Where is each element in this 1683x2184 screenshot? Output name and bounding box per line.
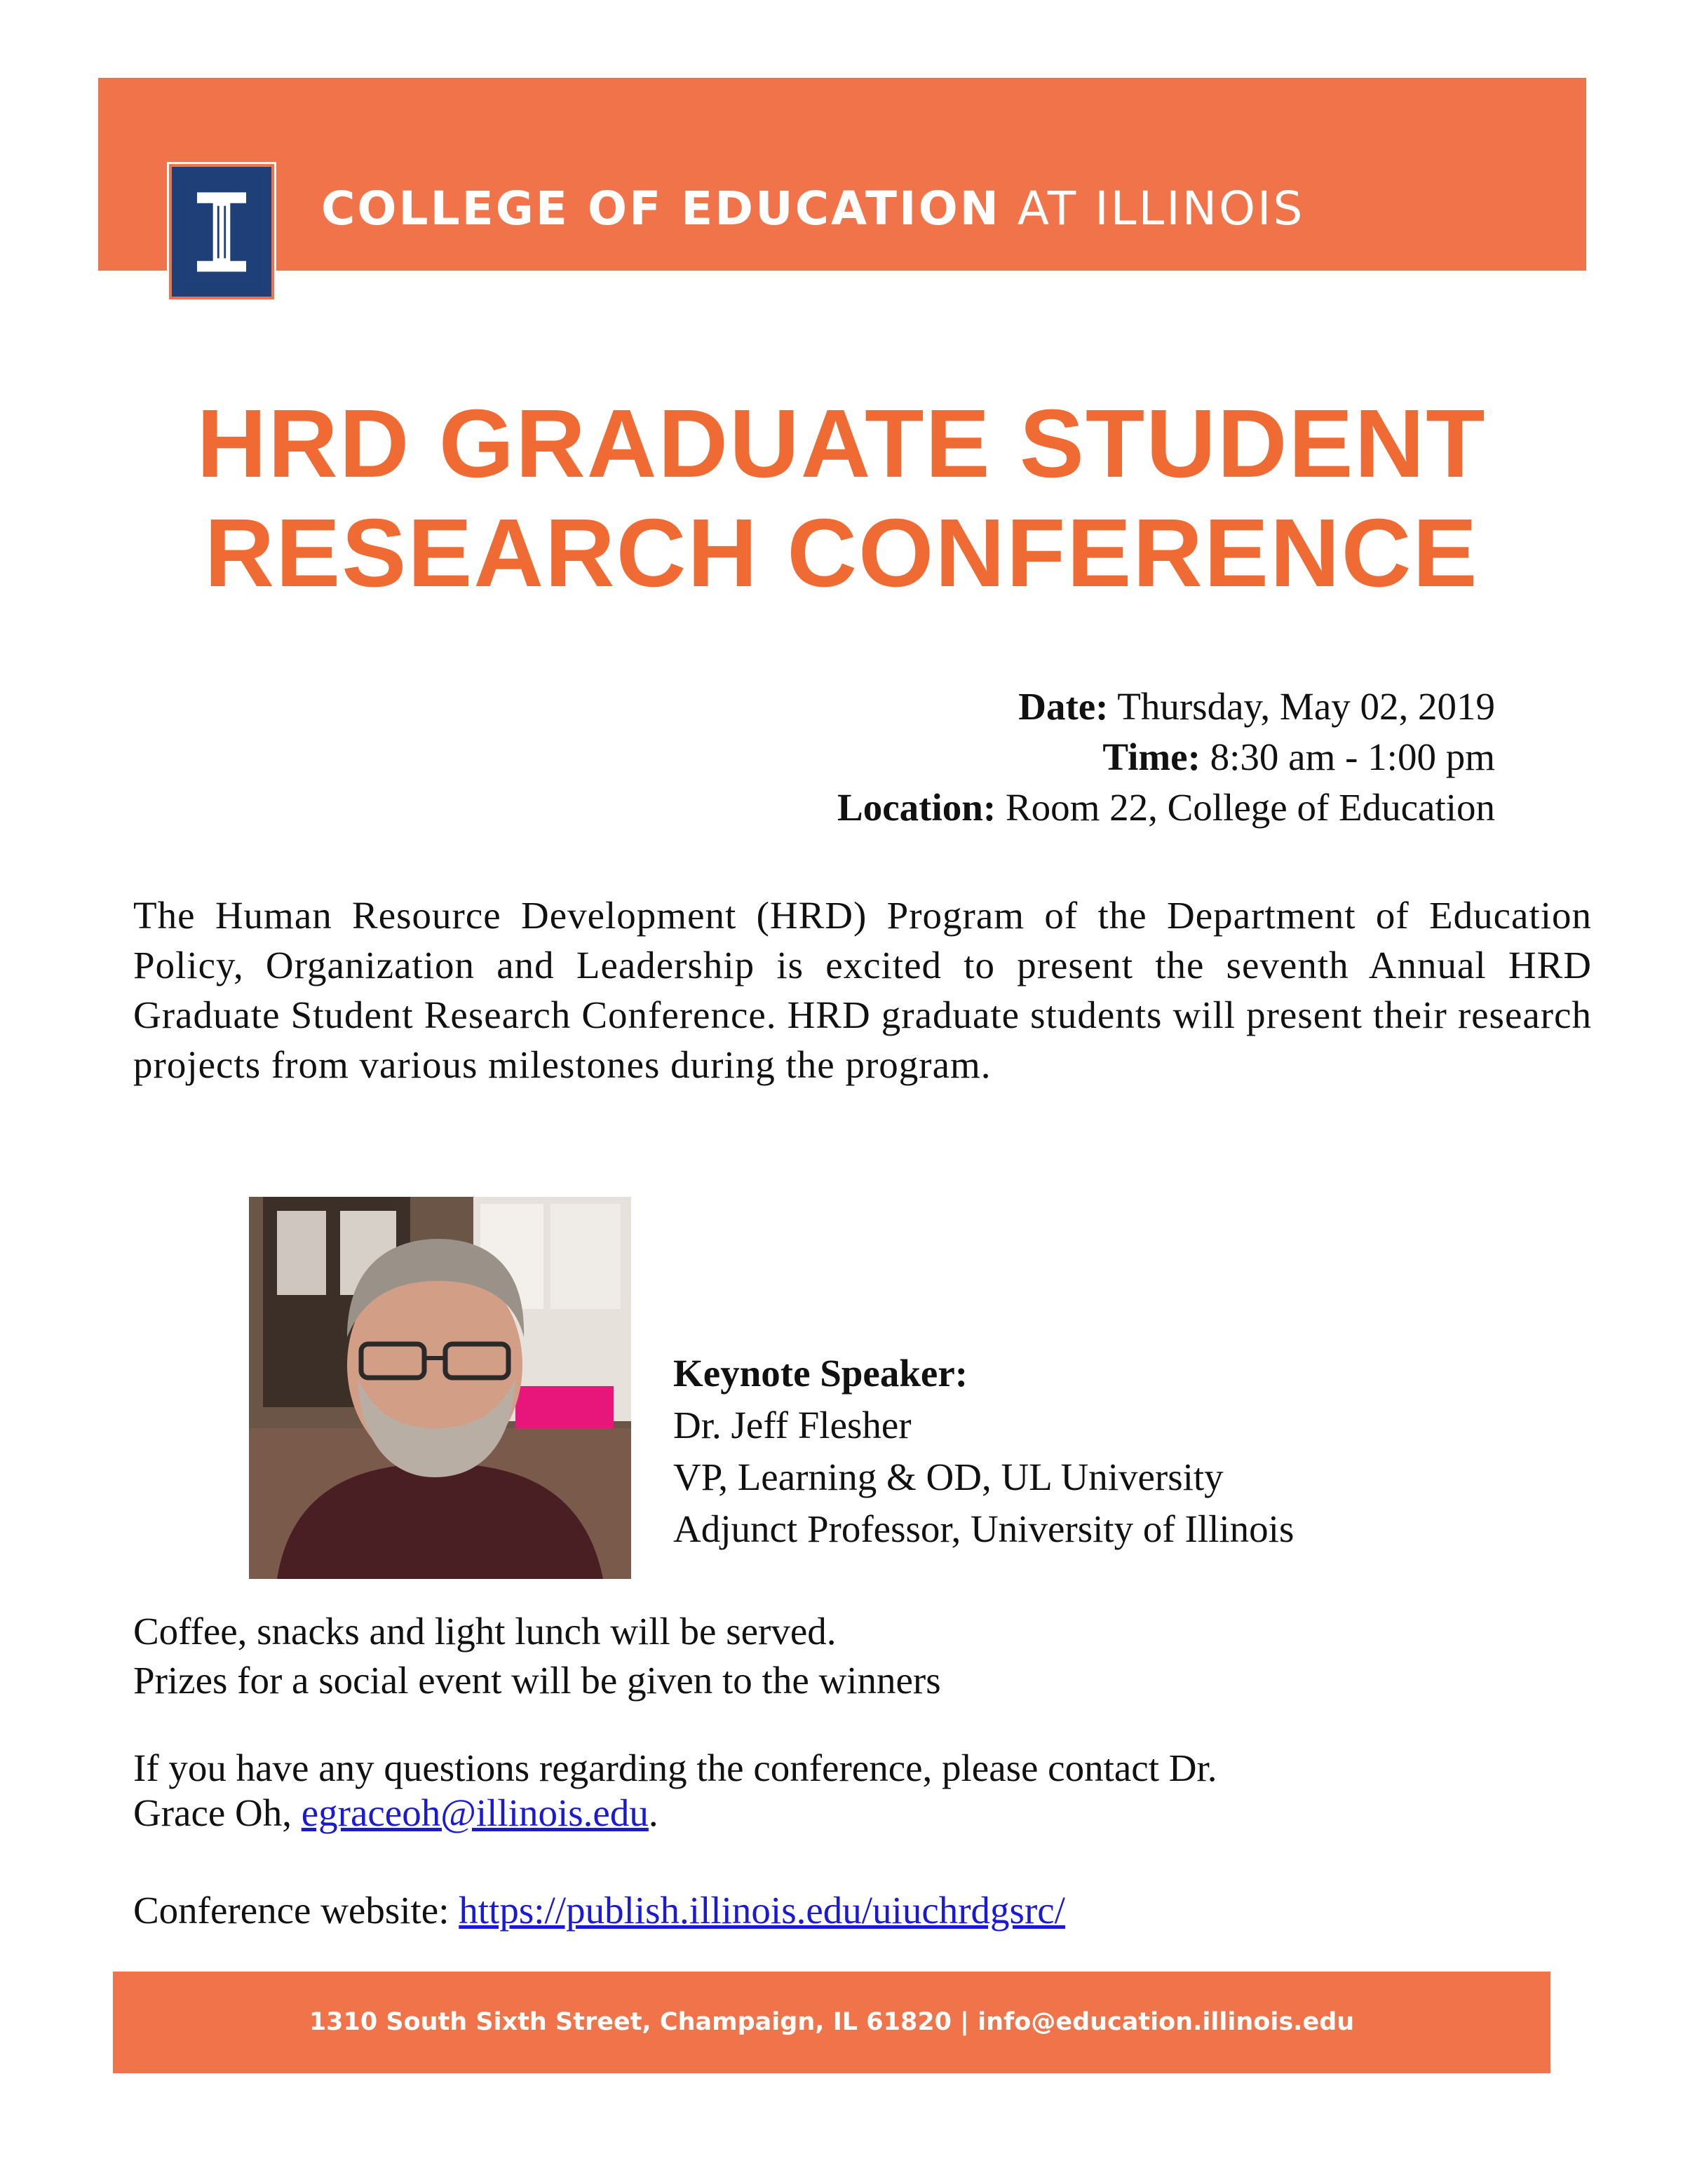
event-time bbox=[837, 732, 1495, 782]
location-value: Room 22, College of Education bbox=[1005, 786, 1495, 829]
header-title-bold: COLLEGE OF EDUCATION bbox=[321, 182, 1001, 236]
contact-email-link[interactable]: egraceoh@illinois.edu bbox=[301, 1791, 649, 1834]
contact-info bbox=[133, 1746, 1217, 1836]
keynote-role-1: VP, Learning & OD, UL University bbox=[673, 1456, 1224, 1498]
time-value: 8:30 am - 1:00 pm bbox=[1210, 735, 1495, 778]
event-description: The Human Resource Development (HRD) Program of the Department of Education Policy, Organization and Leadership is excited to present the seventh Annual HRD Graduate Student Research Conference. HRD graduate students will present their research projects from various milestones during the program. bbox=[133, 894, 1592, 1086]
header-title bbox=[321, 181, 1304, 237]
contact-line-2 bbox=[133, 1791, 1217, 1836]
header-title-light: AT ILLINOIS bbox=[1017, 182, 1305, 236]
keynote-role-2: Adjunct Professor, University of Illinois bbox=[673, 1507, 1295, 1550]
footer-address: 1310 South Sixth Street, Champaign, IL 61820 | info@education.illinois.edu bbox=[309, 2008, 1355, 2036]
conference-website bbox=[133, 1886, 1065, 1935]
keynote-speaker-photo bbox=[249, 1197, 631, 1579]
contact-line-1: If you have any questions regarding the conference, please contact Dr. bbox=[133, 1746, 1217, 1789]
date-label: Date: bbox=[1018, 685, 1109, 728]
event-notes bbox=[133, 1607, 941, 1705]
website-link[interactable]: https://publish.illinois.edu/uiuchrdgsrc/ bbox=[459, 1889, 1065, 1932]
keynote-speaker bbox=[673, 1348, 1294, 1555]
header-banner bbox=[98, 78, 1586, 271]
time-label: Time: bbox=[1102, 735, 1201, 778]
date-value: Thursday, May 02, 2019 bbox=[1117, 685, 1495, 728]
event-date bbox=[837, 681, 1495, 732]
contact-suffix: . bbox=[648, 1791, 658, 1834]
keynote-heading: Keynote Speaker: bbox=[673, 1352, 968, 1395]
website-label: Conference website: bbox=[133, 1889, 459, 1932]
contact-name: Grace Oh, bbox=[133, 1791, 302, 1834]
location-label: Location: bbox=[837, 786, 996, 829]
keynote-name: Dr. Jeff Flesher bbox=[673, 1404, 912, 1446]
page-title-line-1: HRD GRADUATE STUDENT bbox=[196, 390, 1487, 498]
event-details bbox=[837, 681, 1495, 833]
footer-banner bbox=[113, 1972, 1550, 2073]
page-title-line-2: RESEARCH CONFERENCE bbox=[204, 499, 1479, 607]
page-title bbox=[0, 389, 1683, 608]
illinois-block-i-logo-icon bbox=[169, 164, 274, 299]
note-refreshments: Coffee, snacks and light lunch will be served. bbox=[133, 1610, 837, 1653]
note-prizes: Prizes for a social event will be given to the winners bbox=[133, 1659, 941, 1702]
event-location bbox=[837, 782, 1495, 833]
